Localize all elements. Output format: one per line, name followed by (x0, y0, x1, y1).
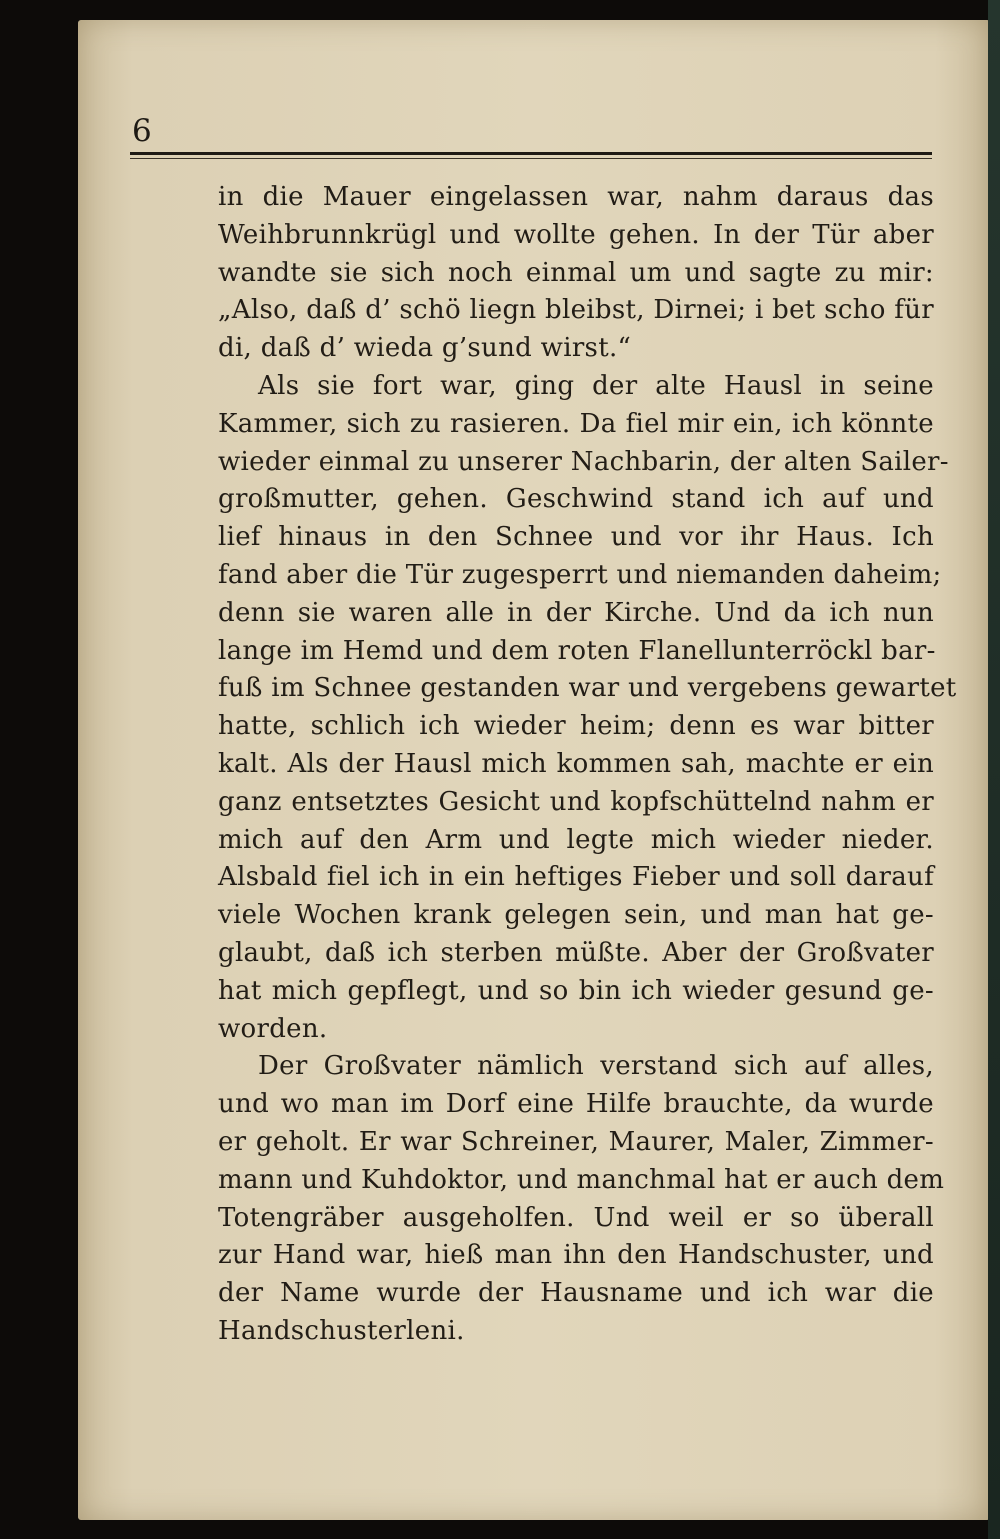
text-line: Alsbald fiel ich in ein heftiges Fieber und soll darauf (218, 862, 934, 893)
text-line: lange im Hemd und dem roten Flanellunterröckl bar- (218, 635, 936, 666)
book-cover-edge (988, 0, 1000, 1539)
text-line: hat mich gepflegt, und so bin ich wieder gesund ge- (218, 975, 934, 1006)
text-line: denn sie waren alle in der Kirche. Und da ich nun (218, 597, 934, 628)
text-line: in die Mauer eingelassen war, nahm daraus das (218, 182, 934, 212)
text-line: mann und Kuhdoktor, und manchmal hat er auch dem (218, 1164, 945, 1195)
text-line: hatte, schlich ich wieder heim; denn es war bitter (218, 711, 934, 742)
text-line: Weihbrunnkrügl und wollte gehen. In der Tür aber (218, 219, 934, 250)
text-line: wieder einmal zu unserer Nachbarin, der alten Sailer- (218, 446, 949, 477)
text-line: glaubt, daß ich sterben müßte. Aber der Großvater (218, 937, 934, 968)
header-rule-thin (130, 158, 932, 159)
header-rule (130, 152, 932, 155)
text-line: worden. (218, 1013, 328, 1044)
text-line: mich auf den Arm und legte mich wieder nieder. (218, 824, 934, 855)
text-line: zur Hand war, hieß man ihn den Handschuster, und (218, 1240, 934, 1271)
text-line: Handschusterleni. (218, 1315, 465, 1346)
text-line: Der Großvater nämlich verstand sich auf alles, (258, 1051, 934, 1082)
text-line: wandte sie sich noch einmal um und sagte zu mir: (218, 257, 934, 288)
text-line: fuß im Schnee gestanden war und vergebens gewartet (218, 673, 957, 704)
text-line: di, daß d’ wieda g’sund wirst.“ (218, 333, 632, 364)
text-line: der Name wurde der Hausname und ich war die (218, 1278, 934, 1309)
text-line: Als sie fort war, ging der alte Hausl in seine (258, 370, 934, 401)
text-line: kalt. Als der Hausl mich kommen sah, machte er ein (218, 748, 934, 779)
body-text (218, 179, 957, 1351)
text-line: er geholt. Er war Schreiner, Maurer, Maler, Zimmer- (218, 1126, 934, 1157)
text-line: „Also, daß d’ schö liegn bleibst, Dirnei; i bet scho für (218, 295, 934, 326)
page-number: 6 (132, 113, 152, 149)
text-line: und wo man im Dorf eine Hilfe brauchte, da wurde (218, 1089, 934, 1120)
text-line: viele Wochen krank gelegen sein, und man hat ge- (218, 900, 934, 931)
text-line: Kammer, sich zu rasieren. Da fiel mir ein, ich könnte (218, 408, 934, 439)
text-line: ganz entsetztes Gesicht und kopfschüttelnd nahm er (218, 786, 934, 817)
text-line: großmutter, gehen. Geschwind stand ich auf und (218, 484, 934, 515)
text-line: lief hinaus in den Schnee und vor ihr Haus. Ich (218, 522, 934, 553)
text-line: Totengräber ausgeholfen. Und weil er so überall (218, 1202, 934, 1233)
text-line: fand aber die Tür zugesperrt und niemanden daheim; (218, 559, 942, 590)
